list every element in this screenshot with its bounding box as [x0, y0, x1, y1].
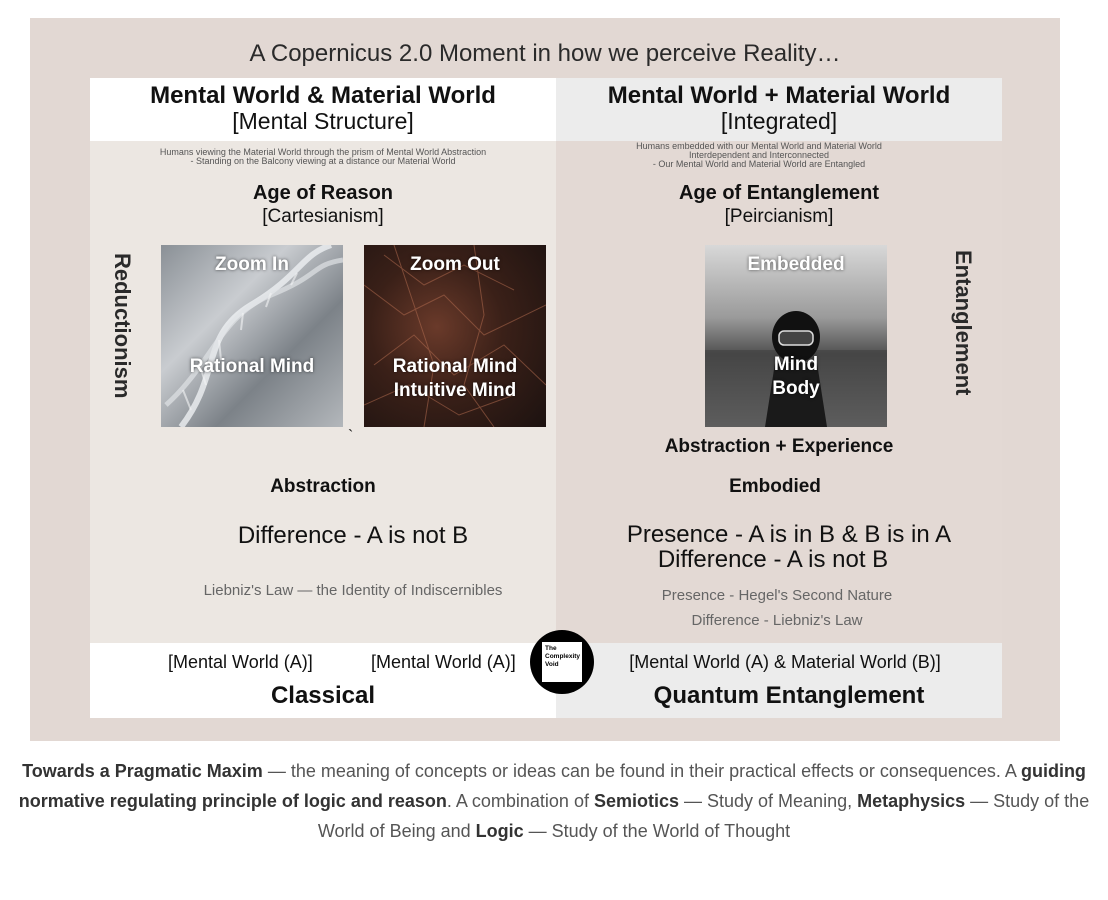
- caption-bold-5: Logic: [475, 821, 524, 841]
- caption-text-2: . A combination of: [446, 791, 594, 811]
- caption-text-4: — Study of the World of Being and: [317, 791, 1090, 841]
- dna-image: [161, 245, 343, 427]
- left-principle: Difference - A is not B: [237, 522, 469, 549]
- badge-line-2: Complexity: [545, 653, 581, 660]
- right-note-2: Interdependent and Interconnected: [688, 150, 830, 160]
- right-age: Age of Entanglement: [678, 182, 879, 204]
- right-law-1: Presence - Hegel's Second Nature: [661, 587, 893, 604]
- right-law-2: Difference - Liebniz's Law: [691, 612, 863, 629]
- diagram-title: A Copernicus 2.0 Moment in how we perceive Reality…: [249, 40, 841, 67]
- caption-bold-2: guiding normative regulating principle of logic and reason: [18, 761, 1086, 811]
- right-mode-2: Embodied: [729, 476, 821, 497]
- left-note-1: Humans viewing the Material World through the prism of Mental World Abstraction: [159, 147, 487, 157]
- caption-bold-3: Semiotics: [593, 791, 679, 811]
- left-subheading: [Mental Structure]: [232, 108, 414, 134]
- complexity-void-logo: [542, 642, 582, 682]
- right-principle-2: Difference - A is not B: [657, 546, 889, 573]
- entanglement-label: Entanglement: [951, 250, 976, 396]
- caption-bold-4: Metaphysics: [857, 791, 966, 811]
- zoom-in-label: Zoom In: [215, 254, 289, 275]
- right-ism: [Peircianism]: [724, 206, 834, 227]
- network-image: [364, 245, 546, 427]
- badge-line-3: Void: [545, 661, 559, 668]
- left-law: Liebniz's Law — the Identity of Indiscernibles: [203, 582, 503, 599]
- caption-bold-1: Towards a Pragmatic Maxim: [22, 761, 263, 781]
- figure-caption: [0, 756, 1108, 846]
- right-heading: Mental World + Material World: [607, 82, 951, 109]
- caption-text-3: — Study of Meaning,: [679, 791, 858, 811]
- left-heading: Mental World & Material World: [150, 82, 496, 109]
- body-label: Body: [772, 378, 820, 399]
- right-footer-title: Quantum Entanglement: [653, 682, 925, 709]
- left-footer-1: [Mental World (A)]: [168, 652, 313, 672]
- right-principle-1: Presence - A is in B & B is in A: [626, 521, 952, 548]
- embedded-label: Embedded: [747, 254, 845, 275]
- reductionism-label: Reductionism: [110, 253, 135, 399]
- tick-mark: `: [348, 428, 354, 445]
- badge-line-1: The: [545, 645, 557, 652]
- right-note-1: Humans embedded with our Mental World and Material World: [636, 141, 882, 151]
- diagram-figure: [30, 18, 1060, 741]
- left-footer-title: Classical: [270, 682, 376, 709]
- zoom-out-label: Zoom Out: [410, 254, 500, 275]
- right-footer: [Mental World (A) & Material World (B)]: [629, 652, 941, 672]
- left-mode: Abstraction: [270, 476, 376, 497]
- left-footer-2: [Mental World (A)]: [371, 652, 516, 672]
- mind-label: Mind: [773, 354, 819, 375]
- caption-text-1: — the meaning of concepts or ideas can be found in their practical effects or consequences. A: [262, 761, 1021, 781]
- rational-mind-label-2: Rational Mind: [392, 356, 518, 377]
- left-age: Age of Reason: [252, 182, 394, 204]
- right-note-3: - Our Mental World and Material World are Entangled: [652, 159, 866, 169]
- left-ism: [Cartesianism]: [262, 206, 384, 227]
- right-mode-1: Abstraction + Experience: [664, 436, 894, 457]
- right-subheading: [Integrated]: [720, 108, 838, 134]
- caption-text-5: — Study of the World of Thought: [523, 821, 791, 841]
- intuitive-mind-label: Intuitive Mind: [393, 380, 517, 401]
- rational-mind-label: Rational Mind: [189, 356, 315, 377]
- left-note-2: - Standing on the Balcony viewing at a distance our Material World: [190, 156, 456, 166]
- diver-image: [705, 245, 887, 427]
- complexity-void-badge: [530, 630, 594, 694]
